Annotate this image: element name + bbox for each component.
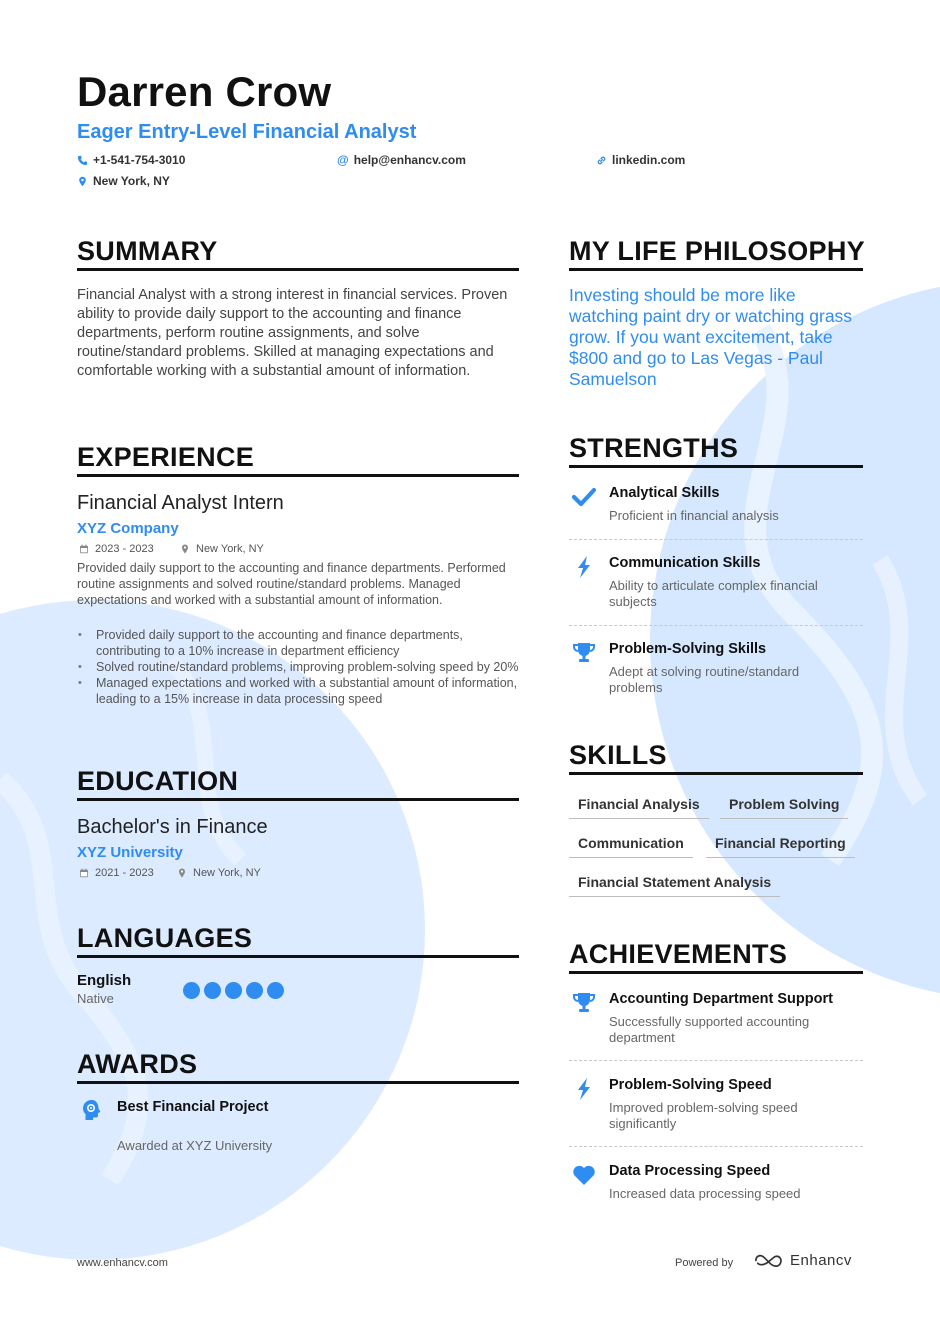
job-bullets bbox=[77, 627, 519, 707]
strengths-divider bbox=[569, 465, 863, 468]
achievement-separator bbox=[569, 1146, 863, 1147]
phone-text: +1-541-754-3010 bbox=[93, 153, 186, 167]
skill-tag: Problem Solving bbox=[720, 796, 848, 819]
strength-description: Adept at solving routine/standard problems bbox=[609, 664, 800, 695]
language-rating bbox=[183, 982, 284, 999]
achievement-description: Improved problem-solving speed significantly bbox=[609, 1100, 798, 1131]
achievement-title: Data Processing Speed bbox=[609, 1163, 771, 1179]
contact-email[interactable] bbox=[337, 153, 466, 167]
rating-dot bbox=[267, 982, 284, 999]
lightning-icon bbox=[571, 1077, 597, 1101]
language-level: Native bbox=[77, 991, 114, 1006]
email-text: help@enhancv.com bbox=[353, 153, 466, 167]
enhancv-logo-icon bbox=[754, 1252, 786, 1269]
job-location bbox=[180, 543, 264, 555]
philosophy-quote: Investing should be more like watching paint dry or watching grass grow. If you want excitement, take $800 and go to Las Vegas - Paul Samuelson bbox=[569, 285, 853, 389]
award-title: Best Financial Project bbox=[117, 1099, 269, 1115]
link-icon bbox=[596, 155, 607, 166]
skills-heading: SKILLS bbox=[569, 740, 667, 770]
head-gear-icon bbox=[80, 1098, 104, 1122]
location-pin-icon bbox=[77, 176, 88, 187]
candidate-title: Eager Entry-Level Financial Analyst bbox=[77, 121, 417, 143]
enhancv-logo-text: Enhancv bbox=[790, 1252, 852, 1269]
strength-title: Problem-Solving Skills bbox=[609, 641, 767, 657]
location-text: New York, NY bbox=[93, 174, 170, 188]
job-title: Financial Analyst Intern bbox=[77, 492, 284, 514]
job-bullet: • Solved routine/standard problems, improving problem-solving speed by 20% bbox=[77, 659, 519, 675]
job-dates-text: 2023 - 2023 bbox=[95, 543, 154, 555]
philosophy-heading: MY LIFE PHILOSOPHY bbox=[569, 236, 865, 266]
skills-divider bbox=[569, 772, 863, 775]
contact-website[interactable] bbox=[596, 153, 685, 167]
strengths-heading: STRENGTHS bbox=[569, 433, 739, 463]
at-icon: @ bbox=[337, 153, 349, 167]
education-location-text: New York, NY bbox=[193, 867, 261, 879]
contact-phone[interactable] bbox=[77, 153, 185, 167]
achievement-title: Problem-Solving Speed bbox=[609, 1077, 772, 1093]
strength-title: Analytical Skills bbox=[609, 485, 720, 501]
strength-title: Communication Skills bbox=[609, 555, 761, 571]
rating-dot bbox=[204, 982, 221, 999]
skill-tag: Financial Statement Analysis bbox=[569, 874, 780, 897]
strength-separator bbox=[569, 625, 863, 626]
achievement-title: Accounting Department Support bbox=[609, 991, 833, 1007]
education-location bbox=[177, 867, 261, 879]
job-description: Provided daily support to the accounting and finance departments. Performed routine assignments and solved routine/standard problems. Managed expectations and worked with a substantial amount of information. bbox=[77, 561, 506, 607]
calendar-icon bbox=[79, 868, 89, 878]
trophy-icon bbox=[571, 641, 597, 665]
job-bullet: • Managed expectations and worked with a substantial amount of information, leading to a 15% increase in data processing speed bbox=[77, 675, 519, 707]
education-dates bbox=[79, 867, 154, 879]
strength-description: Proficient in financial analysis bbox=[609, 508, 779, 523]
school-name: XYZ University bbox=[77, 844, 183, 861]
calendar-icon bbox=[79, 544, 89, 554]
enhancv-logo[interactable] bbox=[754, 1252, 852, 1269]
checkmark-icon bbox=[571, 485, 597, 509]
awards-heading: AWARDS bbox=[77, 1049, 198, 1079]
degree-title: Bachelor's in Finance bbox=[77, 816, 268, 838]
experience-heading: EXPERIENCE bbox=[77, 442, 255, 472]
achievement-description: Increased data processing speed bbox=[609, 1186, 801, 1201]
location-pin-icon bbox=[177, 868, 187, 878]
contact-location bbox=[77, 174, 170, 188]
award-description: Awarded at XYZ University bbox=[117, 1138, 273, 1153]
company-name: XYZ Company bbox=[77, 520, 179, 537]
heart-icon bbox=[571, 1163, 597, 1187]
summary-divider bbox=[77, 268, 519, 271]
achievement-separator bbox=[569, 1060, 863, 1061]
summary-text: Financial Analyst with a strong interest in financial services. Proven ability to provide daily support to the accounting and finance departments, perform routine assignments, and solve routine/standard problems. Skilled at managing expectations and comfortable working with a substantial amount of information. bbox=[77, 287, 508, 379]
education-divider bbox=[77, 798, 519, 801]
rating-dot bbox=[183, 982, 200, 999]
phone-icon bbox=[77, 155, 88, 166]
job-dates bbox=[79, 543, 154, 555]
awards-divider bbox=[77, 1081, 519, 1084]
achievements-heading: ACHIEVEMENTS bbox=[569, 939, 788, 969]
education-dates-text: 2021 - 2023 bbox=[95, 867, 154, 879]
location-pin-icon bbox=[180, 544, 190, 554]
trophy-icon bbox=[571, 991, 597, 1015]
skill-tag: Communication bbox=[569, 835, 693, 858]
skill-tag: Financial Analysis bbox=[569, 796, 709, 819]
education-heading: EDUCATION bbox=[77, 766, 239, 796]
footer-website[interactable]: www.enhancv.com bbox=[77, 1257, 168, 1269]
achievements-divider bbox=[569, 971, 863, 974]
language-name: English bbox=[77, 972, 132, 989]
website-text: linkedin.com bbox=[612, 153, 686, 167]
lightning-icon bbox=[571, 555, 597, 579]
job-location-text: New York, NY bbox=[196, 543, 264, 555]
strength-description: Ability to articulate complex financial subjects bbox=[609, 578, 818, 609]
strength-separator bbox=[569, 539, 863, 540]
rating-dot bbox=[246, 982, 263, 999]
job-bullet: • Provided daily support to the accounting and finance departments, contributing to a 10% increase in department efficiency bbox=[77, 627, 519, 659]
languages-divider bbox=[77, 955, 519, 958]
rating-dot bbox=[225, 982, 242, 999]
achievement-description: Successfully supported accounting department bbox=[609, 1014, 810, 1045]
candidate-name: Darren Crow bbox=[77, 68, 332, 115]
skill-tag: Financial Reporting bbox=[706, 835, 855, 858]
languages-heading: LANGUAGES bbox=[77, 923, 253, 953]
summary-heading: SUMMARY bbox=[77, 236, 218, 266]
philosophy-divider bbox=[569, 268, 863, 271]
footer-powered-by: Powered by bbox=[675, 1257, 734, 1269]
experience-divider bbox=[77, 474, 519, 477]
